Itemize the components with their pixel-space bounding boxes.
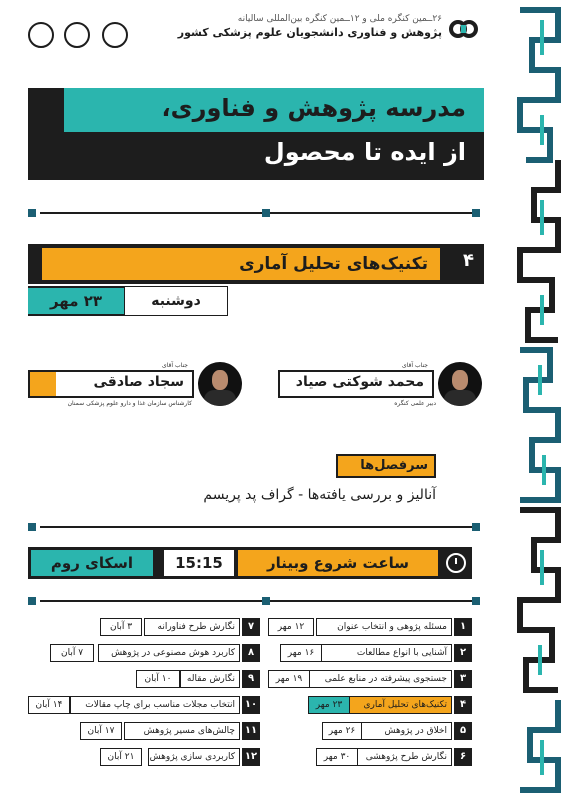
congress-logo xyxy=(448,14,478,44)
speaker-role: کارشناس سازمان غذا و دارو علوم پزشکی سمنان xyxy=(67,400,192,407)
schedule-row xyxy=(268,670,472,688)
title-line1: مدرسه پژوهش و فناوری، xyxy=(161,94,466,122)
speaker-card-1 xyxy=(278,362,434,398)
schedule-row xyxy=(268,748,472,766)
title-line2: از ایده تا محصول xyxy=(263,138,466,166)
schedule-row xyxy=(28,644,260,662)
session-date: ۳۰ مهر xyxy=(316,748,358,766)
schedule-row xyxy=(268,722,472,740)
workshop-date xyxy=(28,286,228,316)
session-number: ۵ xyxy=(454,722,472,740)
session-date: ۱۹ مهر xyxy=(268,670,310,688)
session-date: ۷ آبان xyxy=(50,644,94,662)
divider xyxy=(40,526,480,528)
session-title: نگارش مقاله xyxy=(180,670,240,688)
speaker-card-accent xyxy=(30,372,56,396)
workshop-number: ۴ xyxy=(463,250,474,271)
session-number: ۷ xyxy=(242,618,260,636)
session-number: ۳ xyxy=(454,670,472,688)
speaker-card-2 xyxy=(28,362,194,398)
session-date: ۱۷ آبان xyxy=(80,722,122,740)
speaker-honorific: جناب آقای xyxy=(162,362,188,369)
session-title: نگارش طرح فناورانه xyxy=(144,618,240,636)
workshop-day: دوشنبه xyxy=(124,286,228,316)
session-title: جستجوی پیشرفته در منابع علمی xyxy=(308,670,452,688)
session-title: آشنایی با انواع مطالعات xyxy=(320,644,452,662)
session-date: ۲۳ مهر xyxy=(308,696,350,714)
topics-text: آنالیز و بررسی یافته‌ها - گراف پد پریسم xyxy=(203,487,436,503)
congress-line1: ۲۶ــمین کنگره ملی و ۱۲ــمین کنگره بین‌المللی سالیانه xyxy=(237,14,442,24)
ministry-logo xyxy=(64,22,90,48)
session-number: ۱۲ xyxy=(242,748,260,766)
speaker-role: دبیر علمی کنگره xyxy=(394,400,436,407)
speaker-name: محمد شوکتی صیاد xyxy=(295,374,424,390)
workshop-name: تکنیک‌های تحلیل آماری xyxy=(42,248,440,280)
speaker-honorific: جناب آقای xyxy=(402,362,428,369)
schedule-row xyxy=(28,618,260,636)
session-title: کاربرد هوش مصنوعی در پژوهش xyxy=(98,644,240,662)
speaker-photo-2 xyxy=(198,362,242,406)
session-number: ۲ xyxy=(454,644,472,662)
speaker-photo-1 xyxy=(438,362,482,406)
session-number: ۸ xyxy=(242,644,260,662)
session-number: ۴ xyxy=(454,696,472,714)
session-date: ۱۶ مهر xyxy=(280,644,322,662)
divider-square xyxy=(28,523,36,531)
divider-square xyxy=(28,209,36,217)
divider-square xyxy=(262,597,270,605)
schedule-row xyxy=(268,644,472,662)
session-date: ۱۰ آبان xyxy=(136,670,180,688)
divider-square xyxy=(262,209,270,217)
university-logo xyxy=(28,22,54,48)
schedule-row-active xyxy=(268,696,472,714)
session-title: مسئله پژوهی و انتخاب عنوان xyxy=(316,618,452,636)
congress-title xyxy=(178,14,442,39)
session-date: ۲۱ آبان xyxy=(100,748,142,766)
congress-line2: پژوهش و فناوری دانشجویان علوم پزشکی کشور xyxy=(177,26,442,39)
webinar-room: اسکای روم xyxy=(31,550,153,576)
session-title: تکنیک‌های تحلیل آماری xyxy=(348,696,452,714)
session-number: ۱۰ xyxy=(242,696,260,714)
workshop-banner xyxy=(28,244,484,284)
divider-square xyxy=(472,209,480,217)
start-time: 15:15 xyxy=(164,550,234,576)
speaker-name: سجاد صادقی xyxy=(93,374,184,390)
schedule-row xyxy=(28,670,260,688)
workshop-date-value: ۲۳ مهر xyxy=(28,288,124,314)
start-time-bar xyxy=(28,547,472,579)
divider xyxy=(40,600,480,602)
divider-square xyxy=(472,597,480,605)
headings-label: سرفصل‌ها xyxy=(336,454,436,478)
session-date: ۱۴ آبان xyxy=(28,696,70,714)
session-number: ۶ xyxy=(454,748,472,766)
start-label: ساعت شروع وبینار xyxy=(238,550,438,576)
session-title: انتخاب مجلات مناسب برای چاپ مقالات xyxy=(70,696,240,714)
schedule-row xyxy=(28,748,260,766)
divider-square xyxy=(472,523,480,531)
session-title: نگارش طرح پژوهشی xyxy=(356,748,452,766)
divider xyxy=(40,212,480,214)
session-date: ۲۶ مهر xyxy=(322,722,362,740)
session-title: کاربردی سازی پژوهش xyxy=(148,748,240,766)
session-date: ۱۲ مهر xyxy=(268,618,314,636)
schedule-row xyxy=(28,696,260,714)
session-date: ۳ آبان xyxy=(100,618,142,636)
session-number: ۹ xyxy=(242,670,260,688)
session-number: ۱۱ xyxy=(242,722,260,740)
research-logo xyxy=(102,22,128,48)
clock-icon xyxy=(446,553,466,573)
divider-square xyxy=(28,597,36,605)
session-title: اخلاق در پژوهش xyxy=(360,722,452,740)
decorative-maze-pattern xyxy=(512,0,566,800)
session-title: چالش‌های مسیر پژوهش xyxy=(124,722,240,740)
schedule-row xyxy=(268,618,472,636)
schedule-row xyxy=(28,722,260,740)
session-number: ۱ xyxy=(454,618,472,636)
school-title-banner xyxy=(28,88,484,180)
